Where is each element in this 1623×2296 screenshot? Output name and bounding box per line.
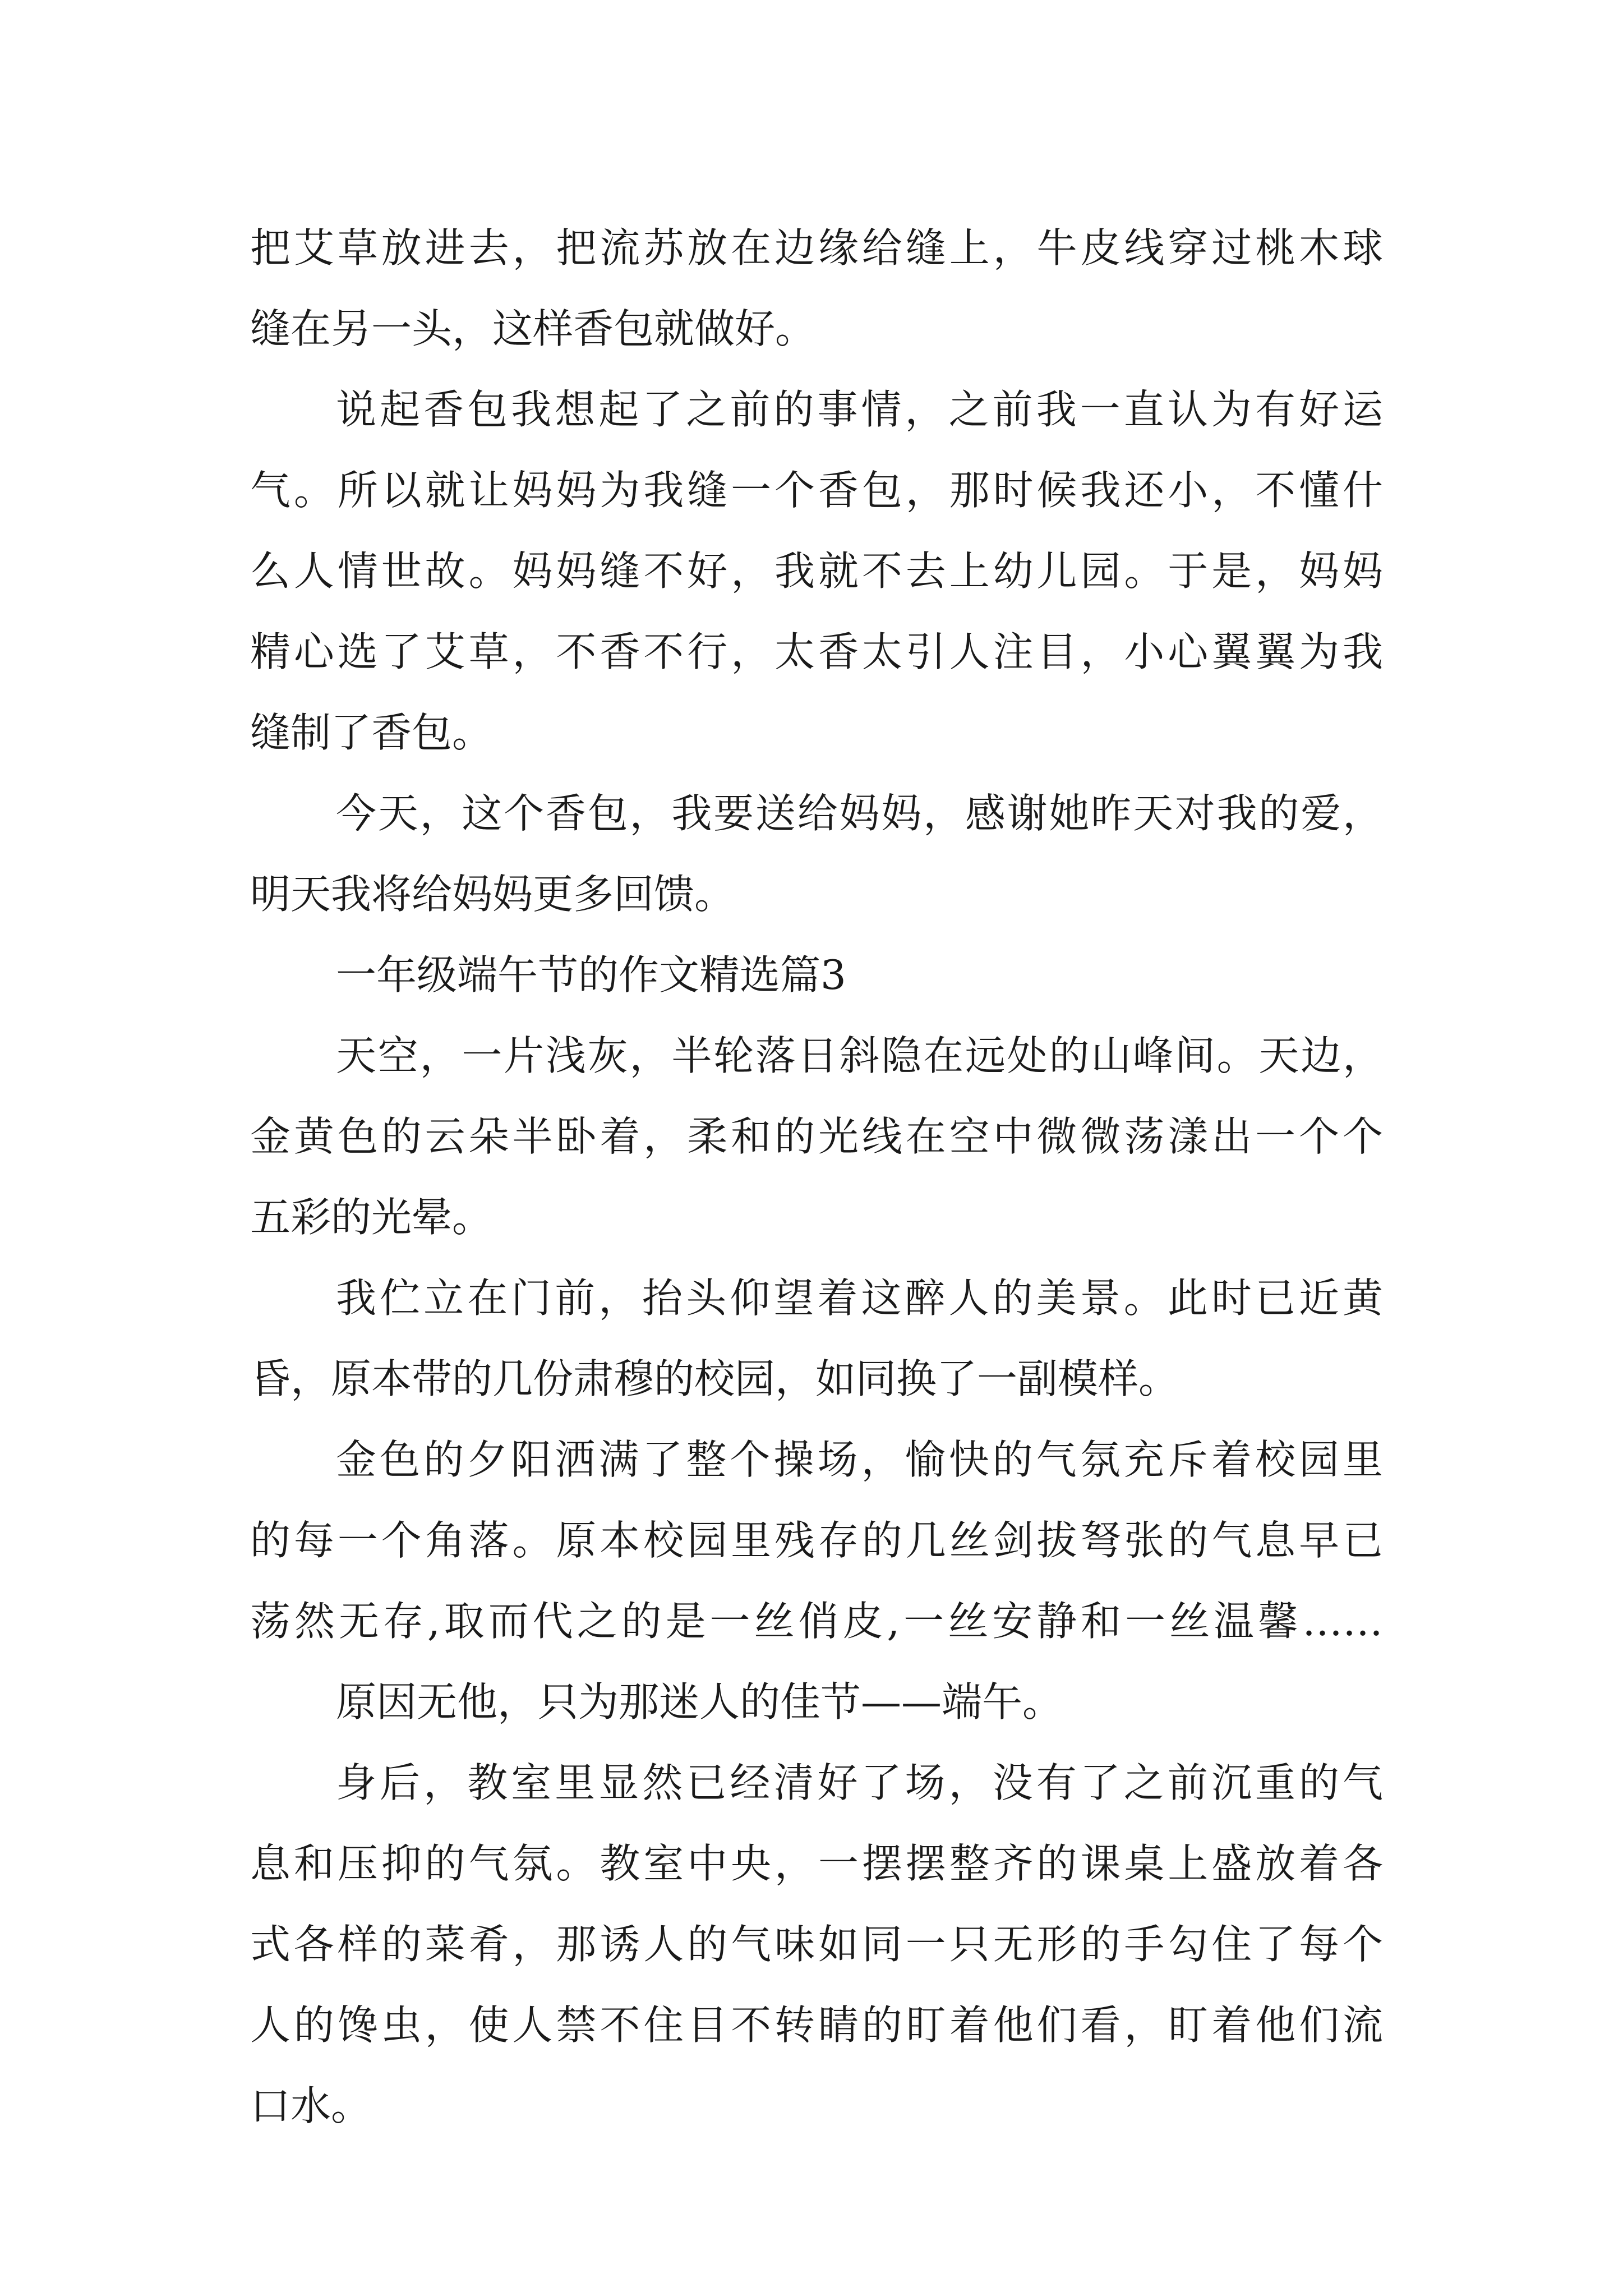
text-line: 金黄色的云朵半卧着，柔和的光线在空中微微荡漾出一个个 bbox=[250, 1113, 1383, 1160]
text-line: 精心选了艾草，不香不行，太香太引人注目，小心翼翼为我 bbox=[250, 628, 1383, 675]
text-line: 我伫立在门前，抬头仰望着这醉人的美景。此时已近黄 bbox=[336, 1274, 1383, 1322]
text-line: 原因无他，只为那迷人的佳节——端午。 bbox=[336, 1678, 1063, 1726]
text-line: 五彩的光晕。 bbox=[250, 1194, 493, 1241]
document-body bbox=[250, 208, 1383, 2146]
text-line: 金色的夕阳洒满了整个操场，愉快的气氛充斥着校园里 bbox=[336, 1436, 1383, 1483]
text-line: 缝制了香包。 bbox=[250, 709, 493, 756]
section-heading: 一年级端午节的作文精选篇3 bbox=[336, 951, 846, 999]
text-line: 人的馋虫，使人禁不住目不转睛的盯着他们看，盯着他们流 bbox=[250, 2001, 1383, 2049]
text-line: 今天，这个香包，我要送给妈妈，感谢她昨天对我的爱， bbox=[336, 790, 1383, 837]
text-line: 昏，原本带的几份肃穆的校园，如同换了一副模样。 bbox=[250, 1355, 1179, 1402]
text-line: 说起香包我想起了之前的事情，之前我一直认为有好运 bbox=[336, 386, 1383, 433]
text-line: 的每一个角落。原本校园里残存的几丝剑拔弩张的气息早已 bbox=[250, 1517, 1383, 1564]
text-line: 么人情世故。妈妈缝不好，我就不去上幼儿园。于是，妈妈 bbox=[250, 547, 1383, 595]
text-line: 气。所以就让妈妈为我缝一个香包，那时候我还小，不懂什 bbox=[250, 467, 1383, 514]
text-line: 缝在另一头，这样香包就做好。 bbox=[250, 305, 816, 352]
text-line: 荡然无存,取而代之的是一丝俏皮,一丝安静和一丝温馨…… bbox=[250, 1598, 1383, 1645]
text-line: 息和压抑的气氛。教室中央，一摆摆整齐的课桌上盛放着各 bbox=[250, 1840, 1383, 1887]
text-line: 式各样的菜肴，那诱人的气味如同一只无形的手勾住了每个 bbox=[250, 1921, 1383, 1968]
text-line: 天空，一片浅灰，半轮落日斜隐在远处的山峰间。天边， bbox=[336, 1032, 1383, 1079]
text-line: 把艾草放进去，把流苏放在边缘给缝上，牛皮线穿过桃木球 bbox=[250, 224, 1383, 272]
text-line: 身后，教室里显然已经清好了场，没有了之前沉重的气 bbox=[336, 1759, 1383, 1806]
text-line: 口水。 bbox=[250, 2082, 372, 2129]
text-line: 明天我将给妈妈更多回馈。 bbox=[250, 871, 735, 918]
